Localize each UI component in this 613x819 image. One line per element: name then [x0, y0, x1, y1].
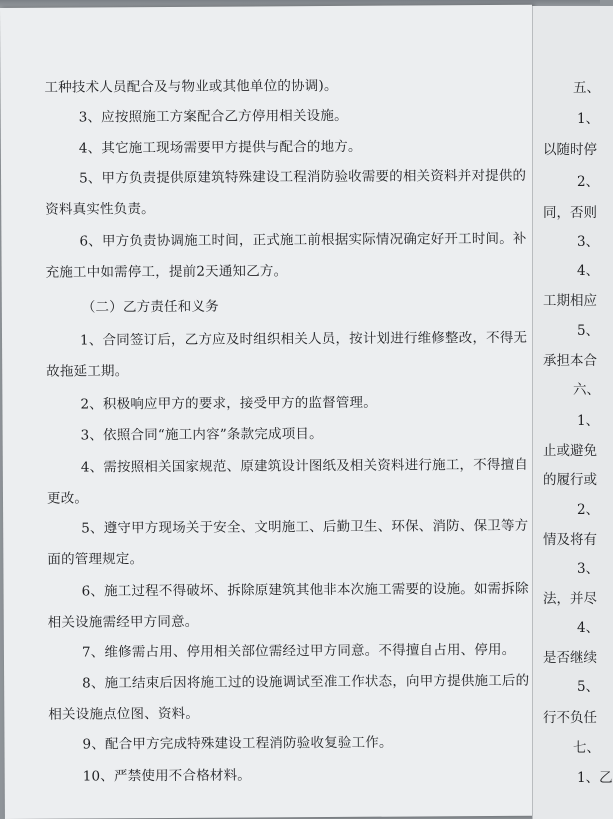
text-fragment: 六、 [573, 382, 600, 398]
text-line: 6、施工过程不得破坏、拆除原建筑其他非本次施工需要的设施。如需拆除 [81, 580, 529, 600]
text-line: 2、积极响应甲方的要求，接受甲方的监督管理。 [80, 394, 377, 413]
text-fragment: 的履行或 [543, 472, 597, 488]
text-line: 工种技术人员配合及与物业或其他单位的协调)。 [44, 77, 338, 96]
text-line: 3、依照合同“施工内容”条款完成项目。 [80, 426, 323, 444]
text-line: 9、配合甲方完成特殊建设工程消防验收复验工作。 [82, 734, 393, 753]
text-fragment: 是否继续 [543, 650, 597, 666]
text-fragment: 法，并尽 [543, 591, 597, 607]
text-line: 5、甲方负责提供原建筑特殊建设工程消防验收需要的相关资料并对提供的 [78, 167, 527, 187]
text-line: 资料真实性负责。 [45, 201, 155, 218]
text-fragment: 5、 [577, 323, 600, 339]
text-fragment: 1、 [577, 413, 600, 429]
text-line: 10、严禁使用不合格材料。 [82, 767, 252, 785]
text-fragment: 1、 [577, 111, 600, 127]
text-line: 4、其它施工现场需要甲方提供与配合的地方。 [78, 138, 362, 157]
document-page-right [532, 6, 613, 819]
text-line: 7、维修需占用、停用相关部位需经过甲方同意。不得擅自占用、停用。 [81, 641, 516, 661]
text-line: 相关设施点位图、资料。 [48, 705, 200, 723]
text-fragment: 4、 [577, 620, 600, 636]
text-line: 面的管理规定。 [47, 551, 144, 568]
text-fragment: 同，否则 [543, 205, 597, 221]
text-line: 相关设施需经甲方同意。 [47, 613, 199, 631]
section-heading: （二）乙方责任和义务 [81, 298, 219, 316]
text-fragment: 1、乙 [577, 770, 613, 786]
text-fragment: 5、 [577, 679, 600, 695]
document-page-left [0, 5, 537, 819]
text-fragment: 以随时停 [543, 142, 597, 158]
text-line: 3、应按照施工方案配合乙方停用相关设施。 [78, 107, 348, 126]
text-line: 4、需按照相关国家规范、原建筑设计图纸及相关资料进行施工，不得擅自 [80, 456, 529, 476]
text-line: 充施工中如需停工，提前2天通知乙方。 [45, 263, 288, 281]
text-fragment: 止或避免 [543, 443, 597, 459]
text-line: 6、甲方负责协调施工时间，正式施工前根据实际情况确定好开工时间。补 [79, 230, 527, 250]
text-fragment: 4、 [577, 263, 600, 279]
text-line: 1、合同签订后，乙方应及时组织相关人员，按计划进行维修整改，不得无 [79, 329, 528, 349]
text-fragment: 3、 [577, 561, 600, 577]
text-fragment: 2、 [577, 174, 600, 190]
text-fragment: 2、 [577, 502, 600, 518]
text-line: 8、施工结束后因将施工过的设施调试至准工作状态，向甲方提供施工后的 [82, 672, 530, 692]
text-line: 故拖延工期。 [46, 363, 129, 380]
text-fragment: 行不负任 [543, 710, 597, 726]
text-line: 5、遵守甲方现场关于安全、文明施工、后勤卫生、环保、消防、保卫等方 [81, 517, 529, 537]
text-fragment: 3、 [577, 234, 600, 250]
text-fragment: 五、 [573, 80, 600, 96]
text-fragment: 情及将有 [543, 532, 597, 548]
text-fragment: 七、 [573, 740, 600, 756]
text-fragment: 工期相应 [543, 293, 597, 309]
text-line: 更改。 [46, 490, 89, 507]
text-fragment: 承担本合 [543, 353, 597, 369]
